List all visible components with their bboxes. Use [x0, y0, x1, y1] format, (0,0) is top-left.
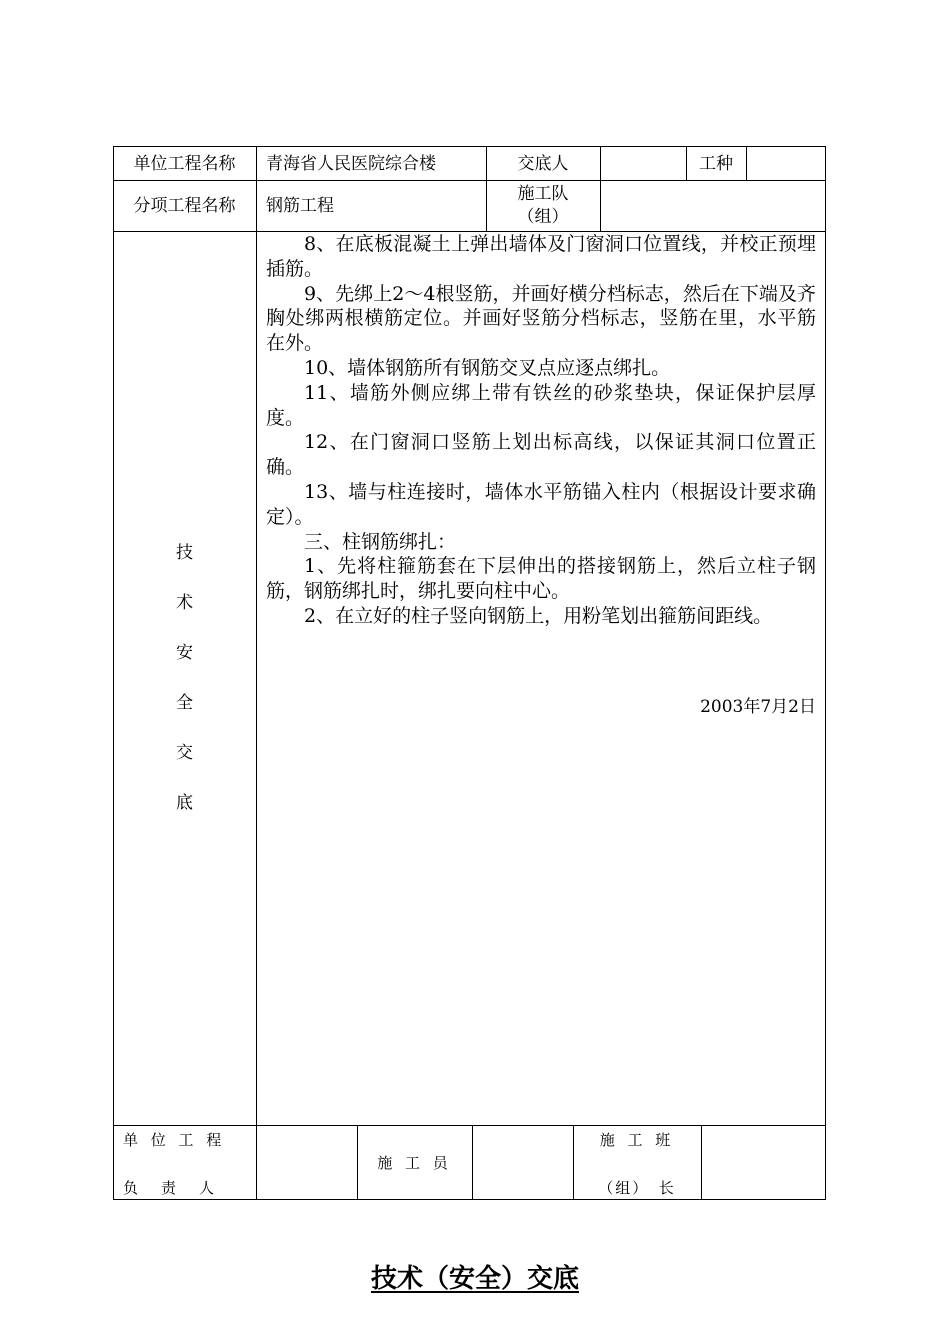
team-leader-label-line1: 施 工 班 [599, 1131, 675, 1149]
content-paragraph: 8、在底板混凝土上弹出墙体及门窗洞口位置线，并校正预埋插筋。 [266, 233, 816, 280]
content-paragraph: 1、先将柱箍筋套在下层伸出的搭接钢筋上，然后立柱子钢筋，钢筋绑扎时，绑扎要向柱中心。 [266, 555, 816, 603]
next-page-title [0, 1258, 950, 1295]
content-paragraph: 11、墙筋外侧应绑上带有铁丝的砂浆垫块，保证保护层厚度。 [266, 381, 816, 429]
team-value [600, 180, 825, 231]
content-paragraph: 13、墙与柱连接时，墙体水平筋锚入柱内（根据设计要求确定）。 [266, 480, 816, 528]
trade-value [746, 146, 825, 181]
section-label-char: 全 [176, 693, 193, 713]
unit-leader-label-line2: 负 责 人 [123, 1179, 219, 1197]
unit-project-label: 单位工程名称 [133, 153, 236, 174]
trade-label: 工种 [699, 153, 733, 174]
briefing-content [266, 232, 816, 629]
sub-project-value: 钢筋工程 [266, 195, 334, 216]
team-leader-value [701, 1125, 825, 1200]
briefer-label: 交底人 [517, 153, 569, 174]
section-label-char: 安 [176, 643, 193, 663]
unit-project-value: 青海省人民医院综合楼 [266, 153, 436, 174]
unit-leader-label-line1: 单 位 工 程 [123, 1131, 226, 1149]
section-label-vertical [113, 540, 256, 840]
constructor-value [472, 1125, 573, 1200]
team-label [486, 180, 600, 231]
content-paragraph: 10、墙体钢筋所有钢筋交叉点应逐点绑扎。 [304, 356, 671, 379]
briefer-value [600, 146, 686, 181]
table-right-border [825, 146, 826, 1200]
sub-project-label: 分项工程名称 [133, 195, 236, 216]
team-label-line1: 施工队 [517, 183, 569, 204]
content-paragraph: 9、先绑上2～4根竖筋，并画好横分档标志，然后在下端及齐胸处绑两根横筋定位。并画好竖筋分档标志，竖筋在里，水平筋在外。 [266, 282, 816, 355]
section-label-char: 技 [176, 543, 193, 563]
section-label-char: 底 [176, 793, 193, 813]
next-page-title-text: 技术（安全）交底 [370, 1264, 579, 1294]
content-section-heading: 三、柱钢筋绑扎： [304, 530, 457, 553]
unit-leader-value [256, 1125, 357, 1200]
briefing-date: 2003年7月2日 [700, 697, 816, 717]
team-label-line2: （组） [517, 206, 569, 227]
section-label-char: 术 [176, 593, 193, 613]
team-leader-label-line2: （组） 长 [598, 1179, 676, 1197]
content-paragraph: 12、在门窗洞口竖筋上划出标高线，以保证其洞口位置正确。 [266, 431, 816, 479]
section-label-char: 交 [176, 743, 193, 763]
label-column-divider [256, 146, 257, 1126]
constructor-label: 施 工 员 [377, 1153, 452, 1172]
content-paragraph: 2、在立好的柱子竖向钢筋上，用粉笔划出箍筋间距线。 [304, 604, 773, 627]
